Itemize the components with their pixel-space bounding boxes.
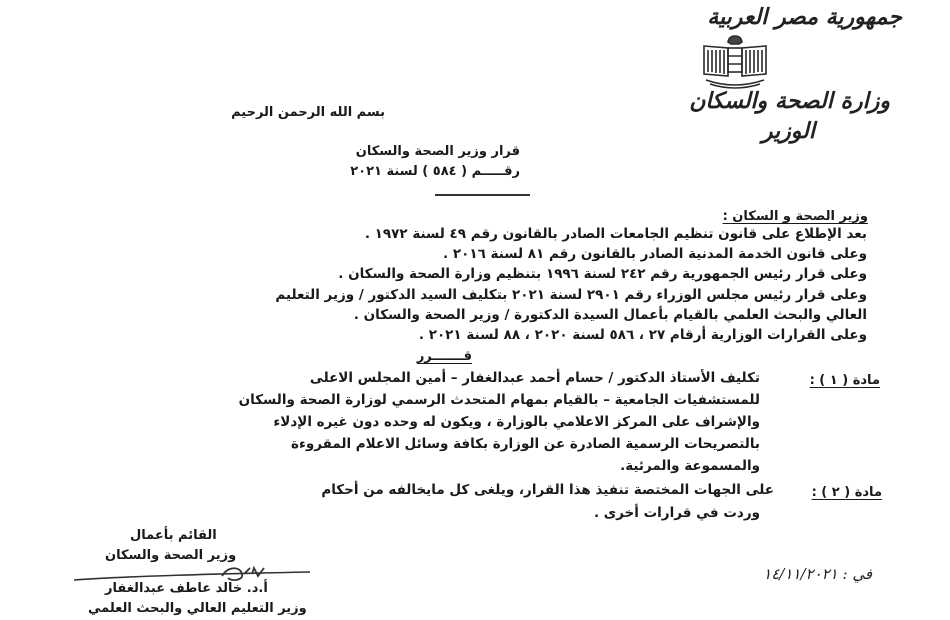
preamble-line: وعلى قرار رئيس مجلس الوزراء رقم ٢٩٠١ لسنة ٢٠٢١ بتكليف السيد الدكتور / وزير التعليم xyxy=(275,287,867,303)
signatory-role-line2: وزير الصحة والسكان xyxy=(105,548,237,563)
article-1-line: والإشراف على المركز الاعلامي بالوزارة ، ويكون له وحده دون غيره الإدلاء xyxy=(273,414,760,430)
article-2-line: وردت في قرارات أخرى . xyxy=(593,505,760,521)
egypt-eagle-emblem-icon xyxy=(690,32,780,92)
decree-date: في : ١٤/١١/٢٠٢١ xyxy=(763,565,872,583)
article-2-label: مادة ( ٢ ) : xyxy=(811,485,882,500)
preamble-line: وعلى القرارات الوزارية أرقام ٢٧ ، ٥٨٦ لسنة ٢٠٢٠ ، ٨٨ لسنة ٢٠٢١ . xyxy=(418,327,867,343)
letterhead-ministry: وزارة الصحة والسكان xyxy=(689,88,890,114)
article-1-line: تكليف الأستاذ الدكتور / حسام أحمد عبدالغفار – أمين المجلس الاعلى xyxy=(309,370,760,386)
heading-divider xyxy=(435,194,530,196)
article-1-label: مادة ( ١ ) : xyxy=(809,373,880,388)
signatory-role-line1: القائم بأعمال xyxy=(130,528,217,543)
signatory-name: أ.د. خالد عاطف عبدالغفار xyxy=(105,581,268,596)
letterhead-office: الوزير xyxy=(761,118,815,144)
decision-heading: قـــــــرر xyxy=(416,349,472,364)
article-1-line: بالتصريحات الرسمية الصادرة عن الوزارة بكافة وسائل الاعلام المقروءة xyxy=(290,436,760,452)
decree-number: رقـــــم ( ٥٨٤ ) لسنة ٢٠٢١ xyxy=(350,164,520,179)
preamble-line: العالي والبحث العلمي بالقيام بأعمال السيدة الدكتورة / وزير الصحة والسكان . xyxy=(353,307,867,323)
letterhead-country: جمهورية مصر العربية xyxy=(707,4,902,30)
article-1-line: للمستشفيات الجامعية – بالقيام بمهام المتحدث الرسمي لوزارة الصحة والسكان xyxy=(238,392,760,408)
article-2-line: على الجهات المختصة تنفيذ هذا القرار، ويلغى كل مايخالفه من أحكام xyxy=(321,482,774,498)
preamble-line: بعد الإطلاع على قانون تنظيم الجامعات الصادر بالقانون رقم ٤٩ لسنة ١٩٧٢ . xyxy=(364,226,867,242)
preamble-line: وعلى قرار رئيس الجمهورية رقم ٢٤٢ لسنة ١٩٩٦ بتنظيم وزارة الصحة والسكان . xyxy=(338,266,867,282)
preamble-line: وعلى قانون الخدمة المدنية الصادر بالقانون رقم ٨١ لسنة ٢٠١٦ . xyxy=(443,246,867,262)
decree-title: قرار وزير الصحة والسكان xyxy=(355,144,520,159)
signatory-title: وزير التعليم العالي والبحث العلمي xyxy=(88,601,307,616)
basmala: بسم الله الرحمن الرحيم xyxy=(231,105,385,120)
addressee: وزير الصحة و السكان : xyxy=(722,209,868,224)
article-1-line: والمسموعة والمرئية. xyxy=(620,458,760,474)
